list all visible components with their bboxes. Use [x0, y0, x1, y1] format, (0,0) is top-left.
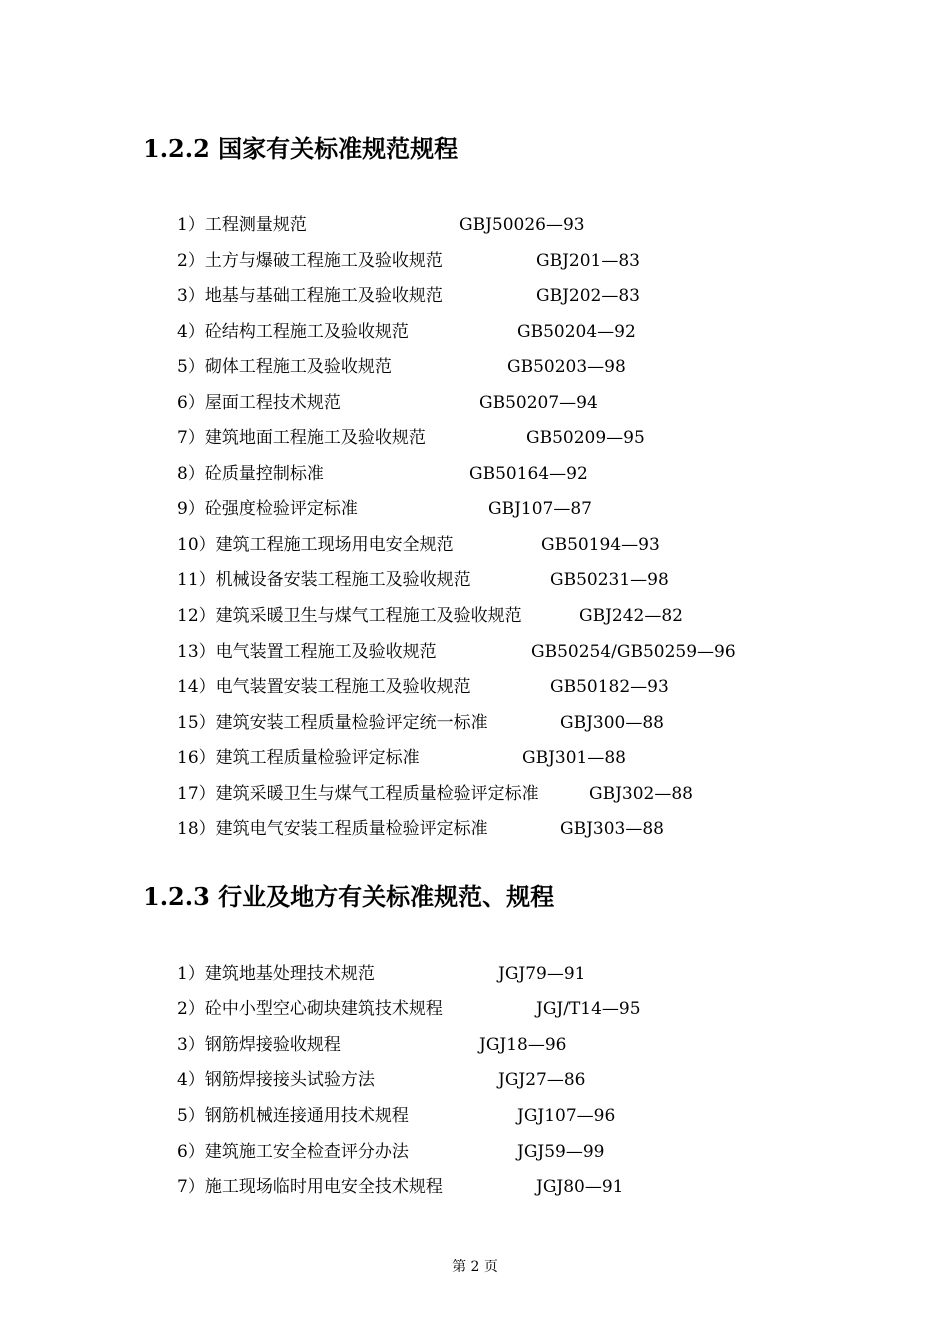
- standard-code: JGJ79—91: [498, 964, 586, 984]
- list-item: [177, 569, 669, 591]
- standard-name: 17）建筑采暖卫生与煤气工程质量检验评定标准: [177, 784, 539, 804]
- standard-name: 10）建筑工程施工现场用电安全规范: [177, 535, 454, 555]
- standard-code: JGJ18—96: [479, 1035, 567, 1055]
- standard-code: GBJ300—88: [560, 713, 664, 733]
- standard-code: GBJ50026—93: [459, 215, 585, 235]
- standard-code: GB50254/GB50259—96: [531, 642, 736, 662]
- standard-name: 7）建筑地面工程施工及验收规范: [177, 428, 426, 448]
- standard-name: 11）机械设备安装工程施工及验收规范: [177, 570, 471, 590]
- standard-code: GB50204—92: [517, 322, 636, 342]
- list-item: [177, 1105, 616, 1127]
- standard-name: 1）建筑地基处理技术规范: [177, 964, 375, 984]
- standard-code: GBJ242—82: [579, 606, 683, 626]
- standard-name: 6）屋面工程技术规范: [177, 393, 341, 413]
- list-item: [177, 214, 585, 236]
- list-item: [177, 534, 660, 556]
- list-item: [177, 1141, 605, 1163]
- standard-code: GBJ201—83: [536, 251, 640, 271]
- standard-name: 5）钢筋机械连接通用技术规程: [177, 1106, 409, 1126]
- list-item: [177, 712, 664, 734]
- standard-name: 2）土方与爆破工程施工及验收规范: [177, 251, 443, 271]
- list-item: [177, 605, 683, 627]
- list-item: [177, 392, 598, 414]
- standard-code: GBJ303—88: [560, 819, 664, 839]
- list-item: [177, 1069, 586, 1091]
- standard-name: 14）电气装置安装工程施工及验收规范: [177, 677, 471, 697]
- standard-name: 18）建筑电气安装工程质量检验评定标准: [177, 819, 488, 839]
- list-item: [177, 783, 693, 805]
- list-item: [177, 641, 736, 663]
- list-item: [177, 285, 640, 307]
- standard-name: 3）钢筋焊接验收规程: [177, 1035, 341, 1055]
- list-item: [177, 963, 586, 985]
- standard-name: 16）建筑工程质量检验评定标准: [177, 748, 420, 768]
- list-item: [177, 818, 664, 840]
- list-item: [177, 250, 640, 272]
- standard-name: 2）砼中小型空心砌块建筑技术规程: [177, 999, 443, 1019]
- standard-code: JGJ80—91: [536, 1177, 624, 1197]
- standard-code: GB50164—92: [469, 464, 588, 484]
- standard-name: 3）地基与基础工程施工及验收规范: [177, 286, 443, 306]
- standard-name: 4）砼结构工程施工及验收规范: [177, 322, 409, 342]
- standard-name: 5）砌体工程施工及验收规范: [177, 357, 392, 377]
- standard-code: GB50207—94: [479, 393, 598, 413]
- standard-code: GBJ107—87: [488, 499, 592, 519]
- standard-code: GB50182—93: [550, 677, 669, 697]
- standard-name: 1）工程测量规范: [177, 215, 307, 235]
- list-item: [177, 1034, 567, 1056]
- standard-code: JGJ/T14—95: [536, 999, 641, 1019]
- standard-code: GB50194—93: [541, 535, 660, 555]
- section-title-1-2-3: 1.2.3 行业及地方有关标准规范、规程: [143, 882, 555, 911]
- standard-name: 9）砼强度检验评定标准: [177, 499, 358, 519]
- standard-name: 15）建筑安装工程质量检验评定统一标准: [177, 713, 488, 733]
- standard-name: 13）电气装置工程施工及验收规范: [177, 642, 437, 662]
- standard-code: GB50209—95: [526, 428, 645, 448]
- page-number: 第 2 页: [452, 1259, 498, 1275]
- list-item: [177, 676, 669, 698]
- list-item: [177, 321, 636, 343]
- list-item: [177, 463, 588, 485]
- standard-code: GB50203—98: [507, 357, 626, 377]
- standard-code: JGJ27—86: [498, 1070, 586, 1090]
- standard-code: GBJ301—88: [522, 748, 626, 768]
- list-item: [177, 498, 592, 520]
- standard-name: 8）砼质量控制标准: [177, 464, 324, 484]
- list-item: [177, 356, 626, 378]
- list-item: [177, 427, 645, 449]
- standard-name: 6）建筑施工安全检查评分办法: [177, 1142, 409, 1162]
- standard-code: JGJ59—99: [517, 1142, 605, 1162]
- standard-code: GBJ302—88: [589, 784, 693, 804]
- list-item: [177, 998, 641, 1020]
- list-item: [177, 747, 626, 769]
- standard-name: 4）钢筋焊接接头试验方法: [177, 1070, 375, 1090]
- standard-code: GB50231—98: [550, 570, 669, 590]
- standard-name: 7）施工现场临时用电安全技术规程: [177, 1177, 443, 1197]
- standard-name: 12）建筑采暖卫生与煤气工程施工及验收规范: [177, 606, 522, 626]
- list-item: [177, 1176, 624, 1198]
- section-title-1-2-2: 1.2.2 国家有关标准规范规程: [143, 134, 459, 163]
- standard-code: JGJ107—96: [517, 1106, 616, 1126]
- standard-code: GBJ202—83: [536, 286, 640, 306]
